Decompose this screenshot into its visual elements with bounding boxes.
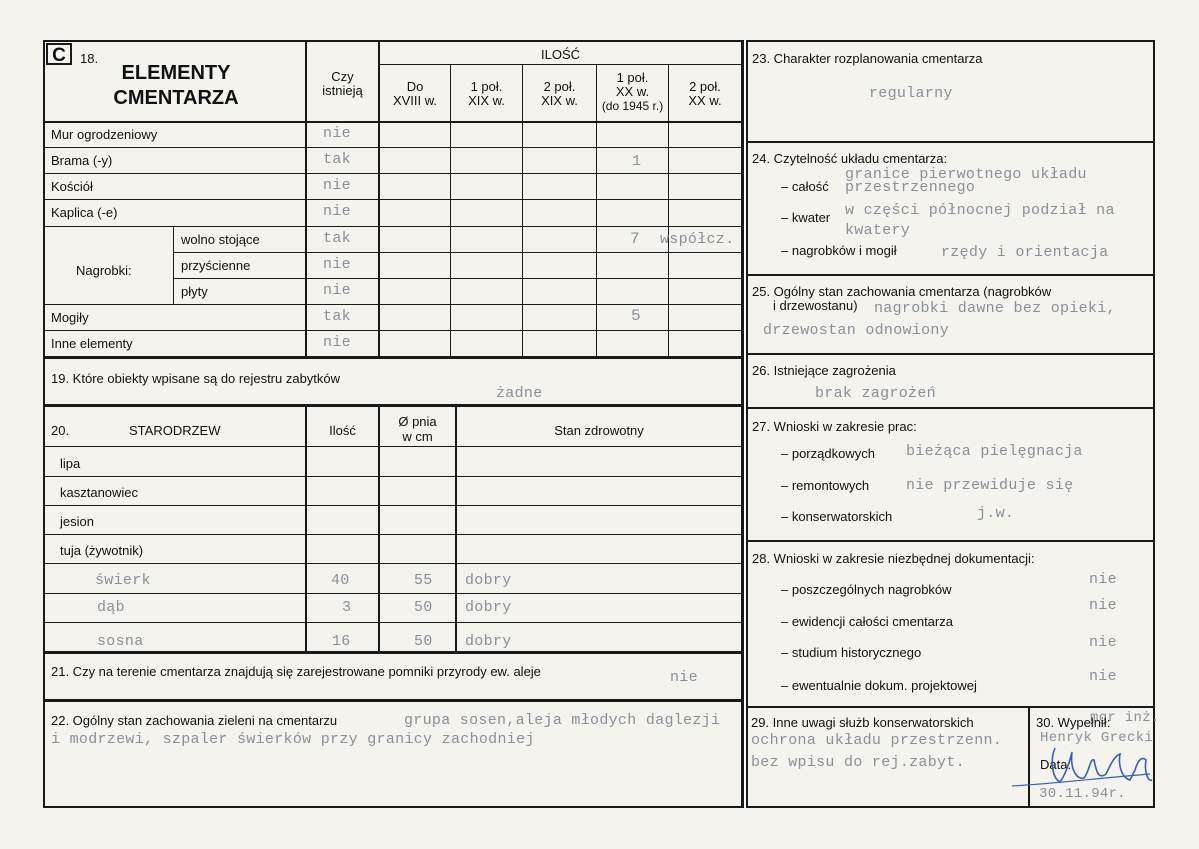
tree-name: sosna <box>97 633 144 650</box>
sub-label: – poszczególnych nagrobków <box>781 582 952 597</box>
section-letter-box: C <box>46 43 72 65</box>
sub-value: nie <box>1089 668 1117 685</box>
section-title: CMENTARZA <box>113 87 239 109</box>
sub-value: kwatery <box>845 222 911 239</box>
divider <box>746 40 748 808</box>
exists-value: tak <box>323 151 351 168</box>
tree-state: dobry <box>465 633 512 650</box>
tree-qty: 40 <box>331 572 350 589</box>
row-label: Mogiły <box>51 310 89 325</box>
exists-value: nie <box>323 125 351 142</box>
sub-value: rzędy i orientacja <box>941 244 1109 261</box>
tree-label: lipa <box>60 456 81 471</box>
section-30-label: 30. Wypełnił: <box>1036 715 1111 730</box>
sub-value: granice pierwotnego układu <box>845 166 1087 183</box>
section-30-value: mgr inż. <box>1090 710 1160 726</box>
sub-label: – ewidencji całości cmentarza <box>781 614 953 629</box>
nagrobki-label: Nagrobki: <box>76 263 132 278</box>
column-header: XX w. <box>688 93 722 108</box>
row-label: Inne elementy <box>51 336 133 351</box>
column-header: Do <box>406 79 424 94</box>
column-header: 2 poł. <box>689 79 721 94</box>
column-header: istnieją <box>322 83 363 98</box>
row-label: Mur ogrodzeniowy <box>51 127 158 142</box>
row-label: Brama (-y) <box>51 153 113 168</box>
exists-value: nie <box>323 282 351 299</box>
sub-label: – kwater <box>781 210 831 225</box>
section-29-value: bez wpisu do rej.zabyt. <box>751 754 965 771</box>
section-21-value: nie <box>670 669 698 686</box>
section-27-label: 27. Wnioski w zakresie prac: <box>752 419 917 434</box>
quantity-value: 5 <box>631 307 641 325</box>
sub-label: – studium historycznego <box>781 645 922 660</box>
section-28-label: 28. Wnioski w zakresie niezbędnej dokumentacji: <box>752 551 1035 566</box>
sub-label: – remontowych <box>781 478 870 493</box>
section-number: 20. <box>51 423 70 438</box>
tree-label: kasztanowiec <box>60 485 139 500</box>
section-21-label: 21. Czy na terenie cmentarza znajdują się zarejestrowane pomniki przyrody ew. aleje <box>51 664 541 679</box>
tree-label: jesion <box>60 514 94 529</box>
sub-value: w części północnej podział na <box>845 202 1115 219</box>
sub-value: nie <box>1089 571 1117 588</box>
column-header: XVIII w. <box>392 93 438 108</box>
section-22-value: i modrzewi, szpaler świerków przy granicy zachodniej <box>51 731 535 748</box>
tree-diam: 50 <box>414 599 433 616</box>
column-header: 2 poł. <box>543 79 576 94</box>
sub-value: j.w. <box>977 505 1015 522</box>
column-header: ILOŚĆ <box>540 47 580 62</box>
sub-value: przestrzennego <box>845 179 976 196</box>
exists-value: tak <box>323 308 351 325</box>
section-22-label: 22. Ogólny stan zachowania zieleni na cmentarzu <box>51 713 338 728</box>
column-header: 1 poł. <box>616 70 649 85</box>
column-header: (do 1945 r.) <box>601 99 664 113</box>
sub-value: bieżąca pielęgnacja <box>906 443 1083 460</box>
quantity-value: współcz. <box>660 231 735 248</box>
tree-name: świerk <box>95 572 151 589</box>
quantity-value: 7 <box>630 230 640 248</box>
tree-state: dobry <box>465 599 512 616</box>
sub-value: nie <box>1089 597 1117 614</box>
row-label: Kaplica (-e) <box>51 205 118 220</box>
sub-label: – konserwatorskich <box>781 509 893 524</box>
row-label: przyścienne <box>181 258 251 273</box>
section-25-label: 25. Ogólny stan zachowania cmentarza (nagrobków <box>752 284 1052 299</box>
section-title: STARODRZEW <box>129 423 221 438</box>
tree-state: dobry <box>465 572 512 589</box>
section-24-label: 24. Czytelność układu cmentarza: <box>752 151 948 166</box>
column-header: Ø pnia <box>398 414 437 429</box>
column-header: w cm <box>402 429 433 444</box>
tree-qty: 3 <box>342 599 352 616</box>
section-19-value: żadne <box>496 385 543 402</box>
column-header: Stan zdrowotny <box>554 423 644 438</box>
section-number: 18. <box>80 51 99 66</box>
section-23-label: 23. Charakter rozplanowania cmentarza <box>752 51 983 66</box>
section-22-value: grupa sosen,aleja młodych daglezji <box>404 712 721 729</box>
section-29-label: 29. Inne uwagi służb konserwatorskich <box>751 715 974 730</box>
tree-name: dąb <box>97 599 125 616</box>
exists-value: tak <box>323 230 351 247</box>
section-23-value: regularny <box>869 85 953 102</box>
section-30-value: Henryk Grecki <box>1040 730 1154 746</box>
section-26-value: brak zagrożeń <box>815 385 936 402</box>
sub-label: – całość <box>781 179 829 194</box>
row-label: wolno stojące <box>181 232 260 247</box>
row-label: Kościół <box>51 179 93 194</box>
sub-label: – ewentualnie dokum. projektowej <box>781 678 977 693</box>
sub-label: – nagrobków i mogił <box>781 243 897 258</box>
row-label: płyty <box>181 284 208 299</box>
sub-label: – porządkowych <box>781 446 875 461</box>
section-25-value: drzewostan odnowiony <box>763 322 950 339</box>
tree-label: tuja (żywotnik) <box>60 543 144 558</box>
section-25-label: i drzewostanu) <box>773 298 858 313</box>
column-header: XIX w. <box>468 93 505 108</box>
column-header: Ilość <box>329 423 356 438</box>
column-header: XIX w. <box>541 93 578 108</box>
signature-image <box>1010 730 1160 800</box>
sub-value: nie <box>1089 634 1117 651</box>
quantity-value: 1 <box>632 153 642 170</box>
column-header: XX w. <box>615 84 650 99</box>
exists-value: nie <box>323 256 351 273</box>
exists-value: nie <box>323 177 351 194</box>
section-19-label: 19. Które obiekty wpisane są do rejestru zabytków <box>51 371 341 386</box>
section-26-label: 26. Istniejące zagrożenia <box>752 363 896 378</box>
tree-diam: 50 <box>414 633 433 650</box>
column-header: Czy <box>331 69 354 84</box>
section-title: ELEMENTY <box>121 62 231 84</box>
sub-value: nie przewiduje się <box>906 477 1074 494</box>
section-25-value: nagrobki dawne bez opieki, <box>874 300 1116 317</box>
tree-diam: 55 <box>414 572 433 589</box>
exists-value: nie <box>323 203 351 220</box>
exists-value: nie <box>323 334 351 351</box>
date-label: Data: <box>1040 757 1072 772</box>
tree-qty: 16 <box>332 633 351 650</box>
date-value: 30.11.94r. <box>1039 786 1127 802</box>
section-29-value: ochrona układu przestrzenn. <box>751 732 1003 749</box>
column-header: 1 poł. <box>470 79 503 94</box>
